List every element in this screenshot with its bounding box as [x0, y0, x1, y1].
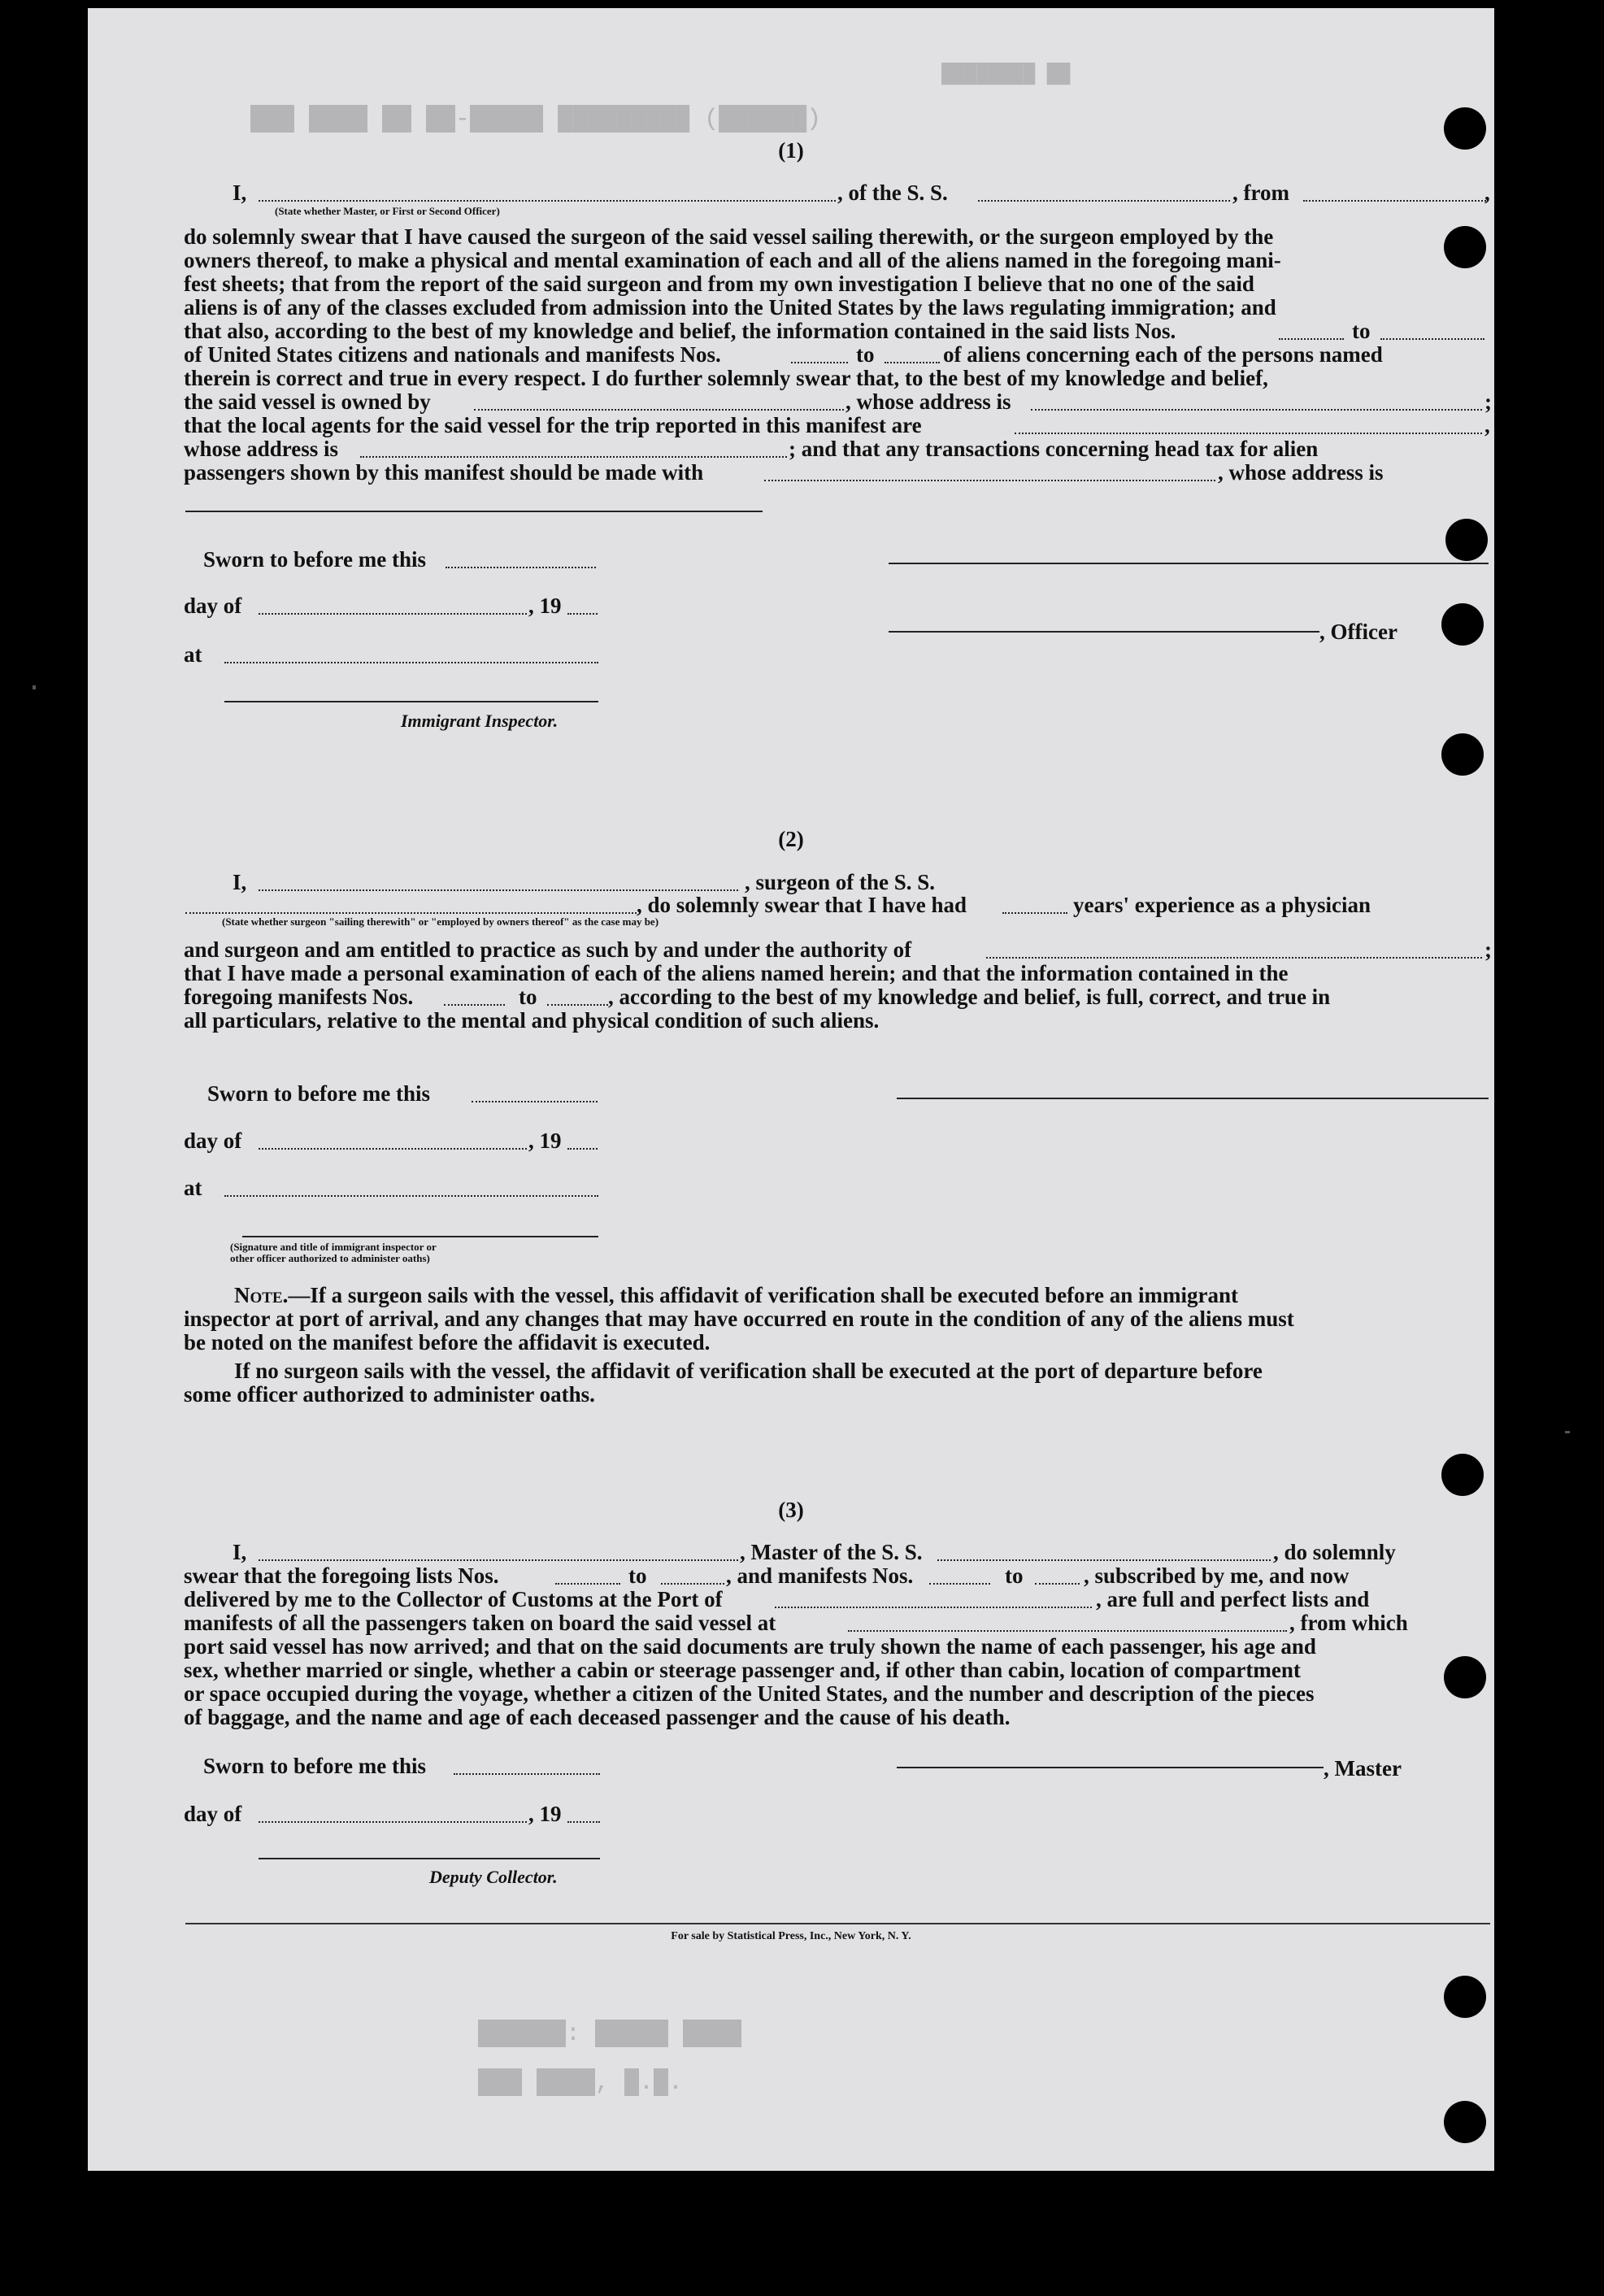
- binder-hole-7: [1444, 1656, 1486, 1698]
- s1-p8b: , whose address is: [845, 389, 1011, 414]
- section1-heading: (1): [778, 138, 804, 163]
- s3-l2c: , and manifests Nos.: [726, 1563, 914, 1588]
- s3-man-from-blank: [929, 1583, 990, 1585]
- s2-l2a: , do solemnly swear that I have had: [637, 893, 967, 917]
- s1-agents-blank: [1015, 433, 1482, 434]
- s2-l5b: to: [519, 985, 537, 1009]
- s3-l8: of baggage, and the name and age of each deceased passenger and the cause of his death.: [184, 1705, 1011, 1729]
- binder-hole-4: [1441, 603, 1484, 646]
- s3-port-blank: [775, 1607, 1092, 1608]
- s1-inspector-label: Immigrant Inspector.: [401, 711, 559, 731]
- s2-name-blank: [259, 889, 738, 891]
- s3-sworn: Sworn to before me this: [203, 1754, 426, 1778]
- s3-l7: or space occupied during the voyage, whether a citizen of the United States, and the number and description of the pieces: [184, 1681, 1315, 1706]
- bleed-through-footer: ██████: █████ ████: [478, 2020, 742, 2048]
- s1-dayof: day of: [184, 594, 242, 618]
- s2-l2b: years' experience as a physician: [1073, 893, 1371, 917]
- s3-l1-i: I,: [233, 1540, 247, 1564]
- s2-day-blank: [259, 1148, 527, 1150]
- s3-l2d: to: [1005, 1563, 1024, 1588]
- s1-man-to-blank: [885, 362, 940, 363]
- s1-p5b: to: [1352, 319, 1371, 343]
- s1-owner-blank: [474, 409, 844, 411]
- s3-l6: sex, whether married or single, whether a cabin or steerage passenger and, if other than cabin, location of compartment: [184, 1658, 1301, 1682]
- s2-sig-label-2: other officer authorized to administer oaths): [230, 1252, 430, 1264]
- s3-l2a: swear that the foregoing lists Nos.: [184, 1563, 499, 1588]
- s2-note-3: be noted on the manifest before the affidavit is executed.: [184, 1330, 711, 1355]
- s1-at-blank: [224, 662, 598, 663]
- s1-headtax-address-line: [185, 511, 763, 512]
- s3-ship-blank: [937, 1559, 1271, 1561]
- s3-lists-to-blank: [661, 1583, 724, 1585]
- s2-dayof: day of: [184, 1128, 242, 1153]
- scan-speck-1: [33, 685, 36, 689]
- s2-l5c: , according to the best of my knowledge and belief, is full, correct, and true in: [608, 985, 1331, 1009]
- s1-p1: do solemnly swear that I have caused the surgeon of the said vessel sailing therewith, or the surgeon employed by the: [184, 224, 1274, 249]
- s1-p5a: that also, according to the best of my knowledge and belief, the information contained in the said lists Nos.: [184, 319, 1176, 343]
- s3-year: , 19: [528, 1802, 562, 1826]
- s1-agents-address-blank: [360, 456, 787, 458]
- s3-master-label: , Master: [1324, 1756, 1402, 1781]
- s1-sworn: Sworn to before me this: [203, 547, 426, 572]
- s1-line1-from: , from: [1232, 180, 1289, 205]
- s1-lists-from-blank: [1279, 338, 1344, 340]
- s1-p10b: ; and that any transactions concerning head tax for alien: [789, 437, 1319, 461]
- s2-sworn: Sworn to before me this: [207, 1081, 430, 1106]
- s1-p2: owners thereof, to make a physical and mental examination of each and all of the aliens named in the foregoing mani-: [184, 248, 1281, 272]
- s2-sworn-blank: [472, 1101, 598, 1102]
- s3-dayof: day of: [184, 1802, 242, 1826]
- s2-year-blank: [567, 1148, 598, 1150]
- s2-l4: that I have made a personal examination of each of the aliens named herein; and that the information contained in the: [184, 961, 1289, 985]
- s2-years-blank: [1002, 912, 1067, 914]
- s2-l1-ss: , surgeon of the S. S.: [745, 870, 936, 894]
- s1-p10a: whose address is: [184, 437, 339, 461]
- s2-l1-i: I,: [233, 870, 247, 894]
- s1-p6b: to: [856, 342, 875, 367]
- bleed-through-header-2: ████████ ██: [941, 63, 1071, 85]
- s1-day-blank: [259, 613, 527, 615]
- s2-sig-label-1: (Signature and title of immigrant inspector or: [230, 1241, 437, 1253]
- binder-hole-1: [1444, 107, 1486, 150]
- s3-year-blank: [567, 1821, 600, 1823]
- s1-sub-label: (State whether Master, or First or Second Officer): [275, 205, 500, 217]
- bleed-through-footer-2: ███ ████, █.█.: [478, 2069, 684, 2097]
- s2-l5a: foregoing manifests Nos.: [184, 985, 414, 1009]
- s3-l5: port said vessel has now arrived; and that on the said documents are truly shown the name of each passenger, his age and: [184, 1634, 1316, 1659]
- s1-at: at: [184, 642, 202, 667]
- s1-p6c: of aliens concerning each of the persons named: [943, 342, 1383, 367]
- s3-day-blank: [259, 1821, 527, 1823]
- s2-note-4: If no surgeon sails with the vessel, the affidavit of verification shall be executed at the port of departure before: [234, 1359, 1263, 1383]
- s1-p11a: passengers shown by this manifest should be made with: [184, 460, 704, 485]
- s2-note-5: some officer authorized to administer oaths.: [184, 1382, 595, 1407]
- s2-l3a: and surgeon and am entitled to practice as such by and under the authority of: [184, 937, 912, 962]
- s2-l6: all particulars, relative to the mental and physical condition of such aliens.: [184, 1008, 880, 1033]
- s3-boarded-blank: [848, 1630, 1287, 1632]
- s1-from-blank: [1303, 200, 1486, 202]
- s1-p8a: the said vessel is owned by: [184, 389, 431, 414]
- s1-owner-address-blank: [1031, 409, 1482, 411]
- s2-surgeon-sign-line: [897, 1098, 1489, 1099]
- s1-headtax-blank: [764, 480, 1215, 481]
- s1-p3: fest sheets; that from the report of the said surgeon and from my own investigation I believe that no one of the said: [184, 272, 1254, 296]
- s3-l2b: to: [628, 1563, 647, 1588]
- s3-l2e: , subscribed by me, and now: [1084, 1563, 1350, 1588]
- s2-at: at: [184, 1176, 202, 1200]
- s3-name-blank: [259, 1559, 738, 1561]
- s1-p7: therein is correct and true in every respect. I do further solemnly swear that, to the best of my knowledge and belief,: [184, 366, 1268, 390]
- s3-man-to-blank: [1035, 1583, 1080, 1585]
- s3-lists-from-blank: [555, 1583, 620, 1585]
- s3-l3b: , are full and perfect lists and: [1096, 1587, 1370, 1611]
- s2-man-to-blank: [547, 1004, 608, 1006]
- footer-text: For sale by Statistical Press, Inc., New York, N. Y.: [671, 1930, 911, 1942]
- binder-hole-3: [1445, 519, 1488, 561]
- s1-line1-ss: , of the S. S.: [837, 180, 948, 205]
- binder-hole-5: [1441, 733, 1484, 776]
- bleed-through-header: ███ ████ ██ ██-█████ █████████ (██████): [250, 106, 822, 133]
- s2-sig-line: [242, 1236, 598, 1237]
- s1-officer-sign-line: [889, 563, 1489, 564]
- s2-year: , 19: [528, 1128, 562, 1153]
- s2-l3b: ;: [1484, 937, 1492, 962]
- s1-inspector-line: [224, 701, 598, 702]
- manifest-page: [88, 8, 1494, 2171]
- note-text-1: —If a surgeon sails with the vessel, this affidavit of verification shall be executed before an immigrant: [288, 1283, 1239, 1307]
- s3-deputy-label: Deputy Collector.: [429, 1867, 558, 1887]
- s1-year: , 19: [528, 594, 562, 618]
- s1-officer-line: [889, 631, 1319, 633]
- s1-p9a: that the local agents for the said vessel for the trip reported in this manifest are: [184, 413, 922, 437]
- scan-speck-2: [1565, 1431, 1570, 1433]
- s2-note-1: [234, 1283, 1238, 1307]
- note-label: Note.: [234, 1283, 289, 1307]
- s1-line1-i: I,: [233, 180, 247, 205]
- s2-note-2: inspector at port of arrival, and any changes that may have occurred en route in the condition of any of the aliens must: [184, 1307, 1294, 1331]
- s3-sworn-blank: [454, 1773, 600, 1775]
- s2-man-from-blank: [444, 1004, 505, 1006]
- s1-ship-blank: [978, 200, 1230, 202]
- s3-l1c: , do solemnly: [1273, 1540, 1396, 1564]
- s2-sailing-blank: [185, 912, 637, 914]
- s2-at-blank: [224, 1195, 598, 1197]
- s1-p8c: ;: [1484, 389, 1492, 414]
- s3-deputy-line: [259, 1858, 600, 1859]
- s1-year-blank: [567, 613, 598, 615]
- section3-heading: (3): [778, 1498, 804, 1522]
- section2-heading: (2): [778, 827, 804, 851]
- binder-hole-2: [1444, 226, 1486, 268]
- s1-p4: aliens is of any of the classes excluded from admission into the United States by the laws regulating immigration; and: [184, 295, 1276, 320]
- binder-hole-6: [1441, 1454, 1484, 1496]
- s1-officer-blank: [259, 200, 836, 202]
- s1-p6a: of United States citizens and nationals and manifests Nos.: [184, 342, 721, 367]
- binder-hole-8: [1444, 1976, 1486, 2018]
- s1-p9b: ,: [1484, 413, 1490, 437]
- binder-hole-9: [1444, 2101, 1486, 2143]
- s3-master-sign-line: [897, 1767, 1324, 1768]
- s1-lists-to-blank: [1380, 338, 1484, 340]
- s1-line1-end: ,: [1484, 180, 1490, 205]
- s2-authority-blank: [986, 957, 1482, 959]
- s1-sworn-blank: [446, 567, 596, 568]
- s1-officer-label: , Officer: [1319, 620, 1398, 644]
- s3-l1-ss: , Master of the S. S.: [740, 1540, 923, 1564]
- s3-l3a: delivered by me to the Collector of Customs at the Port of: [184, 1587, 723, 1611]
- s3-l4b: , from which: [1289, 1611, 1408, 1635]
- s1-man-from-blank: [791, 362, 848, 363]
- s3-l4a: manifests of all the passengers taken on board the said vessel at: [184, 1611, 776, 1635]
- s2-sub-label: (State whether surgeon "sailing therewith" or "employed by owners thereof" as the case may be): [222, 915, 659, 928]
- s1-p11b: , whose address is: [1218, 460, 1384, 485]
- footer-rule: [185, 1923, 1490, 1924]
